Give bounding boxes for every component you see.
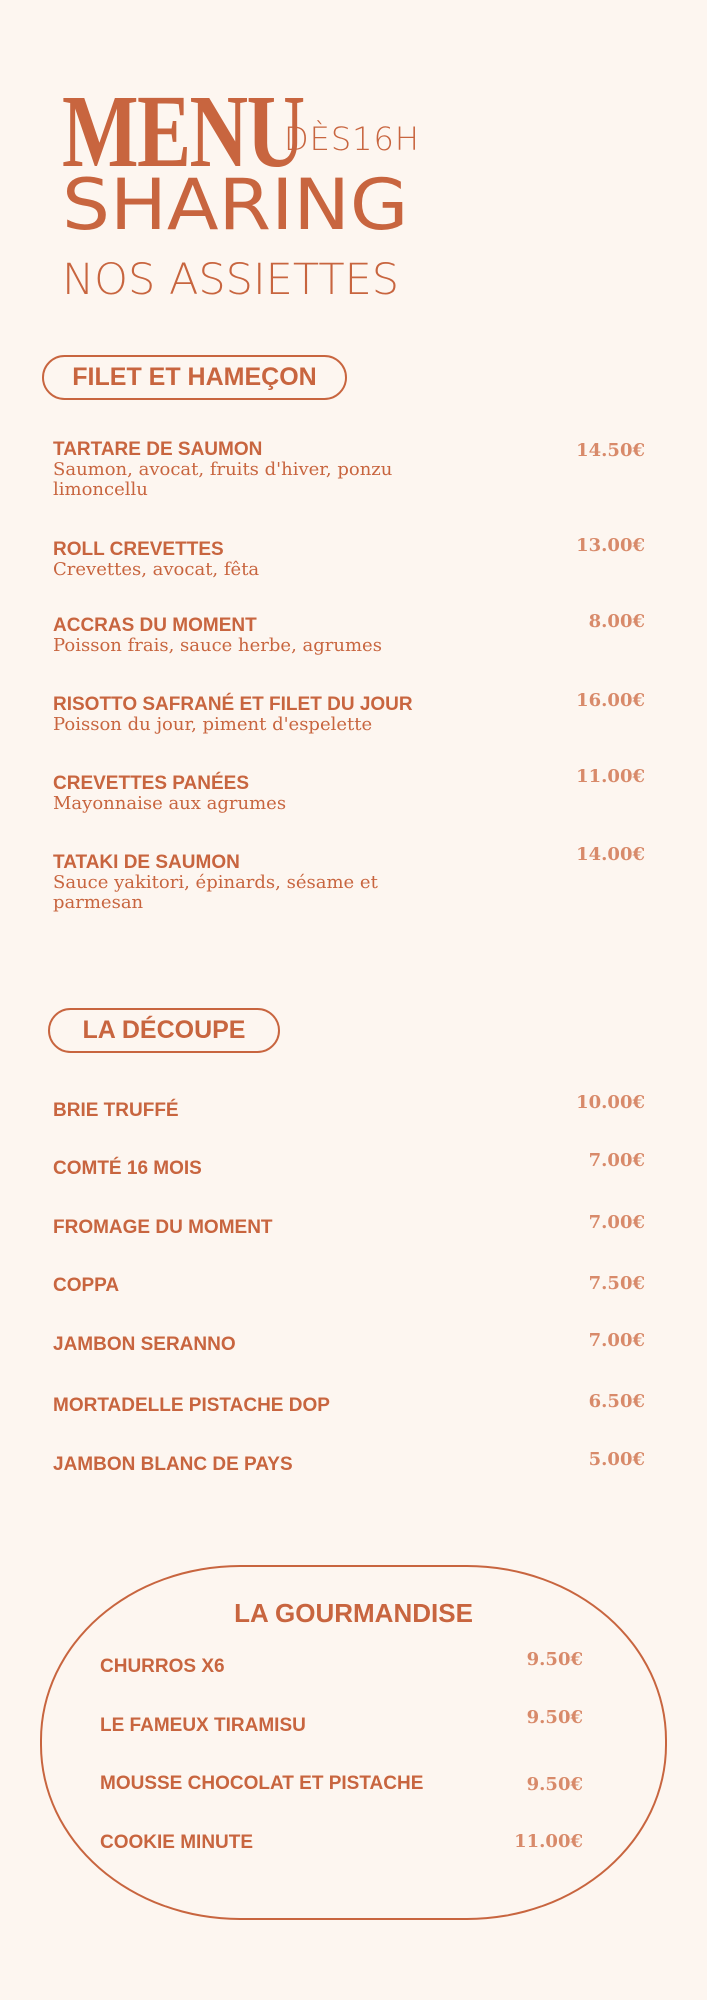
menu-item bbox=[53, 1455, 653, 1475]
menu-item bbox=[53, 695, 653, 735]
item-name: TATAKI DE SAUMON bbox=[53, 852, 240, 873]
subtitle: NOS ASSIETTES bbox=[62, 255, 400, 305]
menu-title: MENU bbox=[62, 74, 304, 189]
menu-item bbox=[53, 1396, 653, 1416]
item-description: Poisson du jour, piment d'espelette bbox=[53, 714, 373, 735]
menu-item bbox=[53, 616, 653, 656]
item-name: COPPA bbox=[53, 1275, 120, 1296]
item-price: 14.50€ bbox=[576, 440, 645, 461]
item-name: FROMAGE DU MOMENT bbox=[53, 1217, 273, 1238]
item-price: 14.00€ bbox=[576, 844, 645, 865]
item-price: 8.00€ bbox=[588, 611, 645, 632]
item-price: 6.50€ bbox=[588, 1391, 645, 1412]
menu-item bbox=[53, 1218, 653, 1238]
item-price: 7.00€ bbox=[588, 1150, 645, 1171]
dessert-item-price: 11.00€ bbox=[514, 1831, 583, 1852]
item-description: Poisson frais, sauce herbe, agrumes bbox=[53, 635, 382, 656]
menu-item bbox=[53, 1276, 653, 1296]
item-name: JAMBON SERANNO bbox=[53, 1334, 236, 1355]
item-price: 7.50€ bbox=[588, 1273, 645, 1294]
dessert-item-price: 9.50€ bbox=[526, 1707, 583, 1728]
item-name: ACCRAS DU MOMENT bbox=[53, 615, 257, 636]
dessert-item-name: MOUSSE CHOCOLAT ET PISTACHE bbox=[100, 1773, 424, 1794]
item-name: BRIE TRUFFÉ bbox=[53, 1100, 179, 1121]
sharing-title: SHARING bbox=[62, 164, 409, 246]
menu-item bbox=[53, 774, 653, 814]
item-price: 7.00€ bbox=[588, 1212, 645, 1233]
dessert-item-price: 9.50€ bbox=[526, 1649, 583, 1670]
item-name: TARTARE DE SAUMON bbox=[53, 439, 263, 460]
item-description: Saumon, avocat, fruits d'hiver, ponzu limoncellu bbox=[53, 459, 393, 500]
dessert-item-name: COOKIE MINUTE bbox=[100, 1832, 254, 1853]
item-price: 16.00€ bbox=[576, 690, 645, 711]
item-name: CREVETTES PANÉES bbox=[53, 773, 250, 794]
menu-item bbox=[53, 440, 653, 500]
item-price: 11.00€ bbox=[576, 766, 645, 787]
item-name: JAMBON BLANC DE PAYS bbox=[53, 1454, 293, 1475]
menu-item bbox=[53, 1335, 653, 1355]
item-name: RISOTTO SAFRANÉ ET FILET DU JOUR bbox=[53, 694, 413, 715]
item-name: COMTÉ 16 MOIS bbox=[53, 1158, 202, 1179]
item-price: 13.00€ bbox=[576, 535, 645, 556]
section-title-gourmandise: LA GOURMANDISE bbox=[234, 1598, 473, 1628]
item-description: Mayonnaise aux agrumes bbox=[53, 793, 287, 814]
menu-item bbox=[53, 1159, 653, 1179]
item-name: ROLL CREVETTES bbox=[53, 539, 224, 560]
menu-item bbox=[53, 1101, 653, 1121]
menu-item bbox=[53, 853, 653, 913]
item-price: 10.00€ bbox=[576, 1092, 645, 1113]
item-name: MORTADELLE PISTACHE DOP bbox=[53, 1395, 330, 1416]
section-title-decoupe: LA DÉCOUPE bbox=[48, 1008, 280, 1053]
item-price: 5.00€ bbox=[588, 1449, 645, 1470]
menu-item bbox=[53, 540, 653, 580]
item-price: 7.00€ bbox=[588, 1330, 645, 1351]
since-label: DÈS16H bbox=[284, 120, 420, 158]
item-description: Crevettes, avocat, fêta bbox=[53, 559, 260, 580]
dessert-item-price: 9.50€ bbox=[526, 1774, 583, 1795]
dessert-item-name: LE FAMEUX TIRAMISU bbox=[100, 1715, 306, 1736]
item-description: Sauce yakitori, épinards, sésame et parmesan bbox=[53, 872, 378, 913]
dessert-item-name: CHURROS X6 bbox=[100, 1656, 225, 1677]
section-title-filet: FILET ET HAMEÇON bbox=[42, 355, 347, 400]
